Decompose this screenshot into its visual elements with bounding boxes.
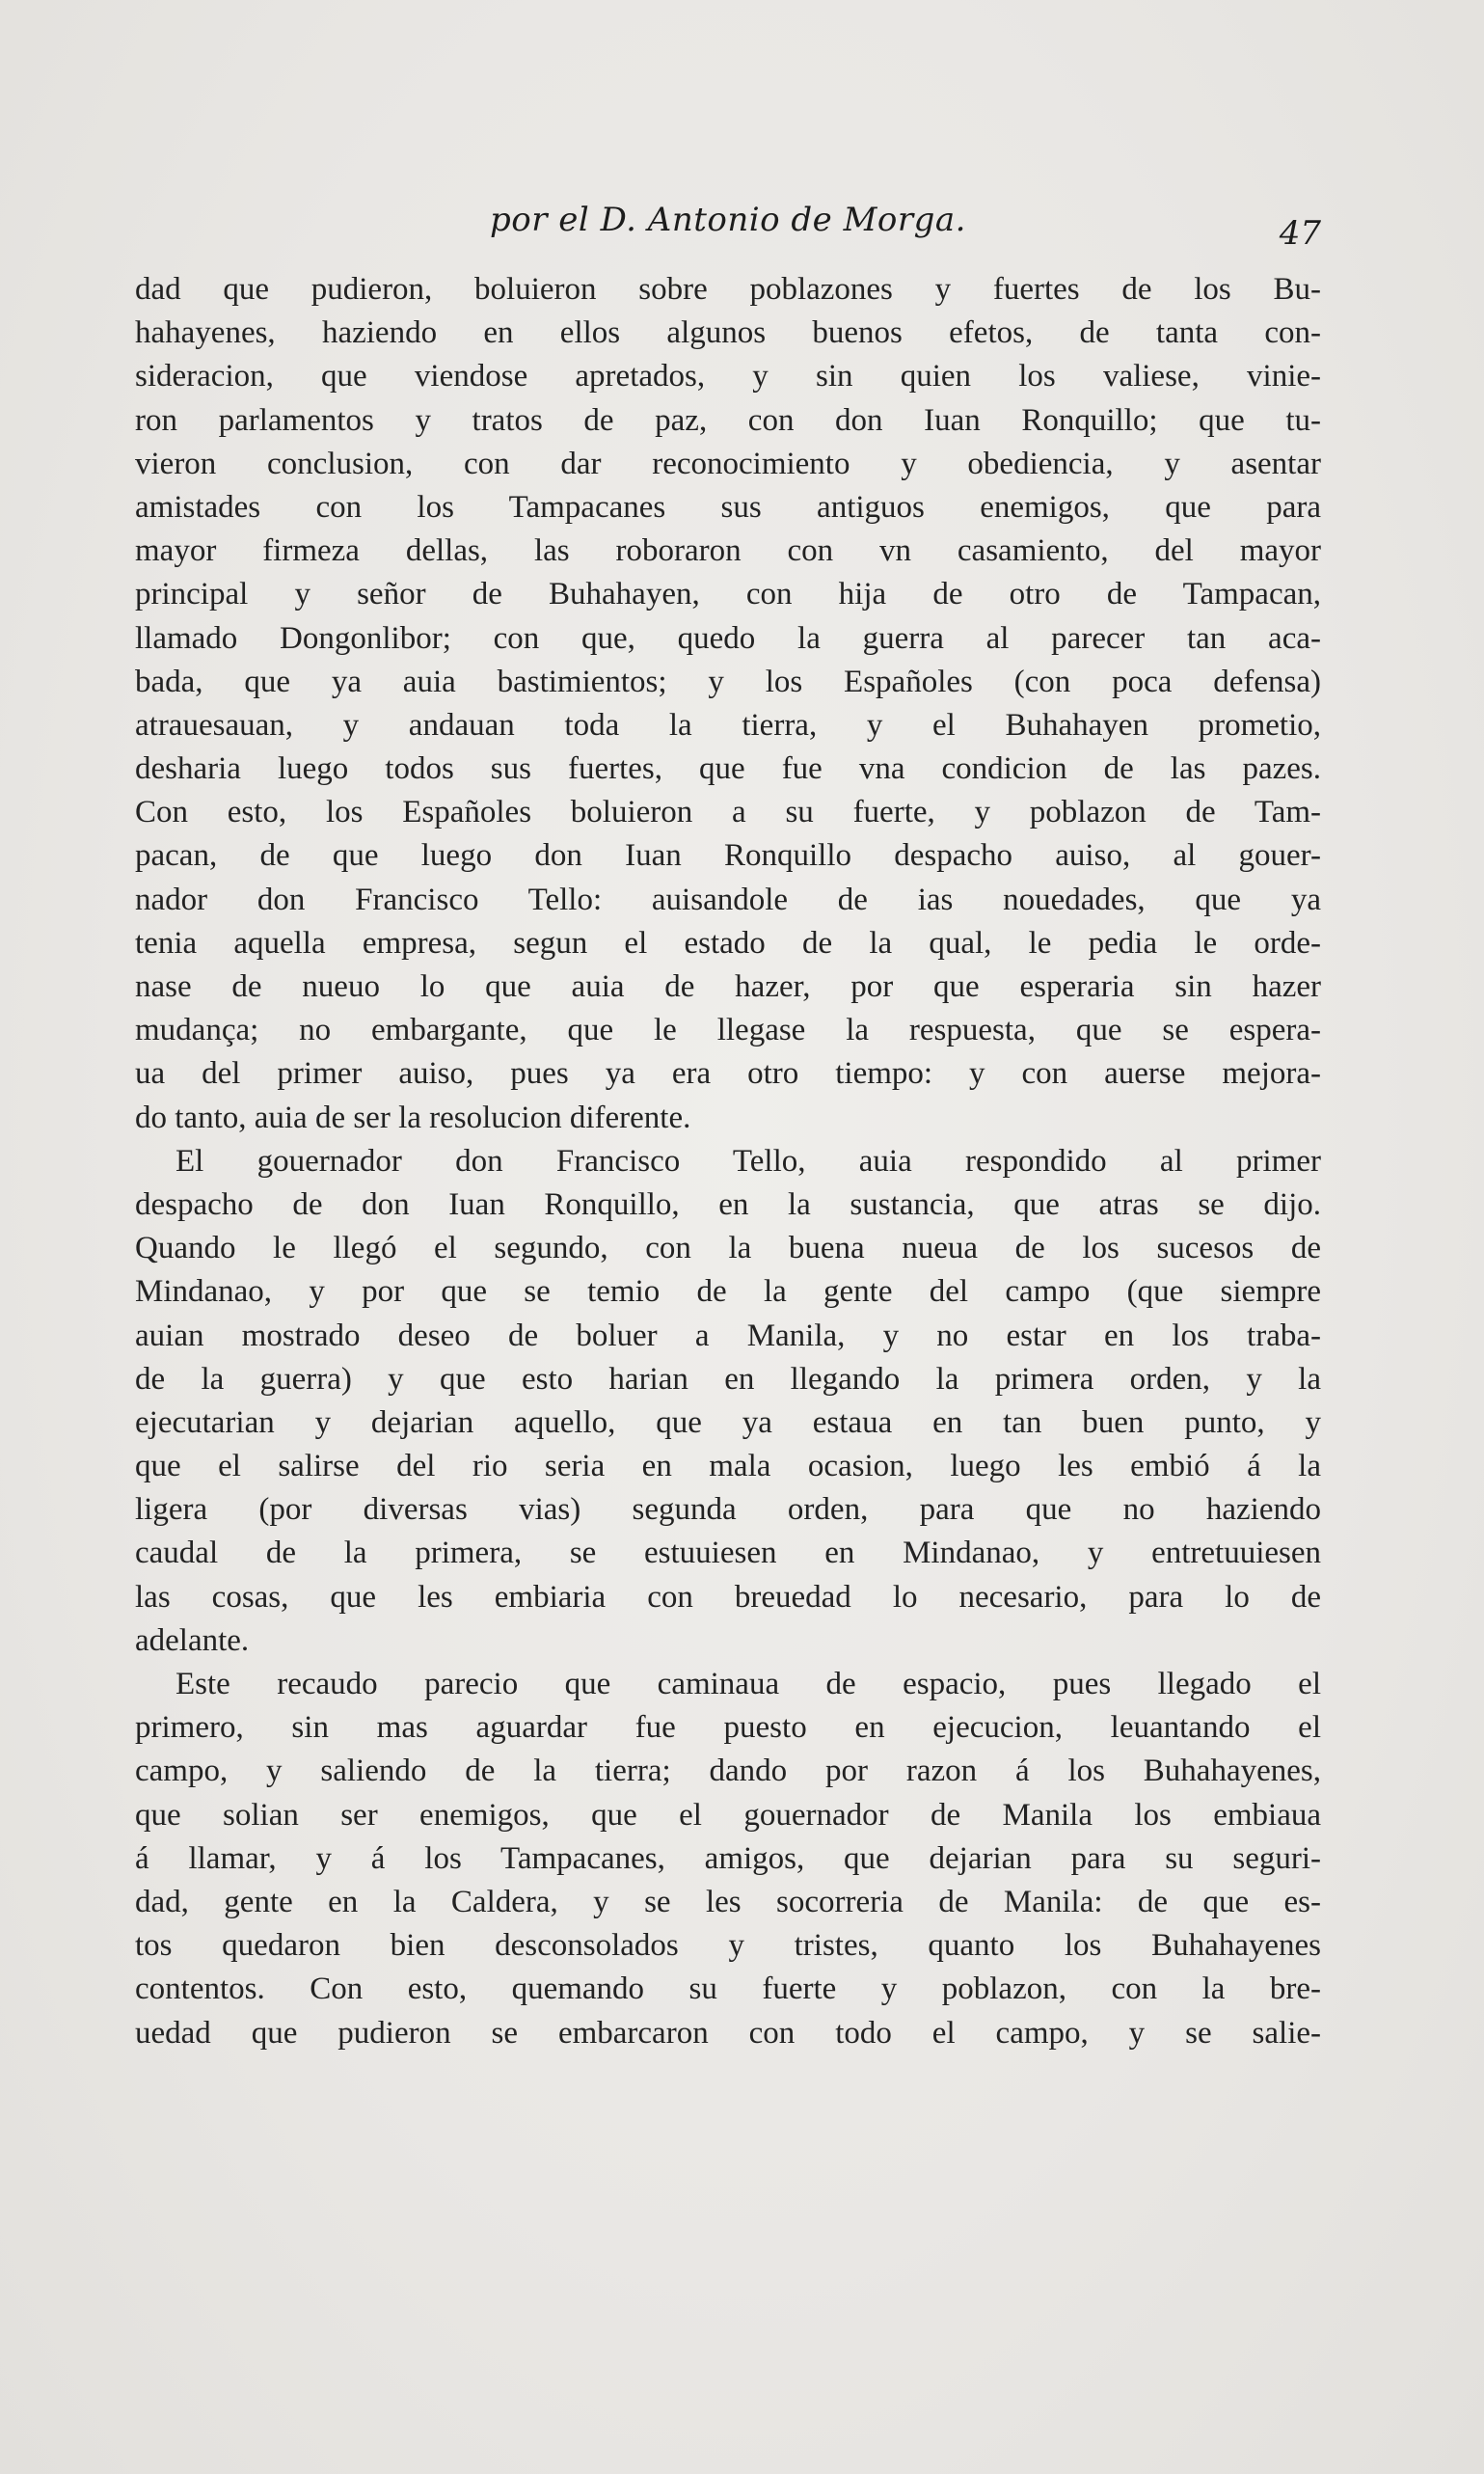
text-line: las cosas, que les embiaria con breuedad lo necesario, para lo de (135, 1579, 1321, 1615)
text-line: mudança; no embargante, que le llegase la respuesta, que se espera- (135, 1013, 1321, 1048)
text-line: Quando le llegó el segundo, con la buena nueua de los sucesos de (135, 1231, 1321, 1266)
text-line: ron parlamentos y tratos de paz, con don Iuan Ronquillo; que tu- (135, 402, 1321, 438)
text-line: tenia aquella empresa, segun el estado de la qual, le pedia le orde- (135, 925, 1321, 961)
paragraph-end-line: do tanto, auia de ser la resolucion diferente. (135, 1100, 691, 1135)
page-number: 47 (1279, 214, 1321, 253)
text-line: desharia luego todos sus fuertes, que fue vna condicion de las pazes. (135, 751, 1321, 787)
text-line: que el salirse del rio seria en mala ocasion, luego les embió á la (135, 1449, 1321, 1484)
text-line: pacan, de que luego don Iuan Ronquillo despacho auiso, al gouer- (135, 838, 1321, 874)
text-line: tos quedaron bien desconsolados y tristes, quanto los Buhahayenes (135, 1928, 1321, 1964)
text-line: ua del primer auiso, pues ya era otro tiempo: y con auerse mejora- (135, 1056, 1321, 1092)
running-title: por el D. Antonio de Morga. (490, 201, 966, 239)
text-line: mayor firmeza dellas, las roboraron con vn casamiento, del mayor (135, 533, 1321, 569)
text-line: caudal de la primera, se estuuiesen en Mindanao, y entretuuiesen (135, 1536, 1321, 1571)
text-line: que solian ser enemigos, que el gouernador de Manila los embiaua (135, 1797, 1321, 1833)
text-line: ligera (por diversas vias) segunda orden, para que no haziendo (135, 1492, 1321, 1528)
text-line: vieron conclusion, con dar reconocimiento y obediencia, y asentar (135, 446, 1321, 481)
text-line: nador don Francisco Tello: auisandole de ias nouedades, que ya (135, 882, 1321, 917)
text-line: nase de nueuo lo que auia de hazer, por que esperaria sin hazer (135, 969, 1321, 1004)
text-line: despacho de don Iuan Ronquillo, en la sustancia, que atras se dijo. (135, 1186, 1321, 1222)
text-line: dad que pudieron, boluieron sobre poblazones y fuertes de los Bu- (135, 272, 1321, 307)
text-line: llamado Dongonlibor; con que, quedo la guerra al parecer tan aca- (135, 620, 1321, 656)
text-line: auian mostrado deseo de boluer a Manila, y no estar en los traba- (135, 1318, 1321, 1353)
text-line: bada, que ya auia bastimientos; y los Españoles (con poca defensa) (135, 664, 1321, 699)
text-line: sideracion, que viendose apretados, y sin quien los valiese, vinie- (135, 359, 1321, 394)
body-text (135, 268, 1321, 2055)
text-line: Mindanao, y por que se temio de la gente del campo (que siempre (135, 1274, 1321, 1310)
text-line: primero, sin mas aguardar fue puesto en ejecucion, leuantando el (135, 1710, 1321, 1746)
text-line: á llamar, y á los Tampacanes, amigos, que dejarian para su seguri- (135, 1840, 1321, 1876)
text-line: amistades con los Tampacanes sus antiguos enemigos, que para (135, 489, 1321, 525)
paragraph-start-line: Este recaudo parecio que caminaua de espacio, pues llegado el (175, 1667, 1321, 1701)
paragraph-end-line: adelante. (135, 1622, 250, 1658)
text-line: uedad que pudieron se embarcaron con todo el campo, y se salie- (135, 2015, 1321, 2051)
text-line: atrauesauan, y andauan toda la tierra, y el Buhahayen prometio, (135, 707, 1321, 743)
paragraph-start-line: El gouernador don Francisco Tello, auia respondido al primer (175, 1143, 1321, 1179)
text-line: de la guerra) y que esto harian en llegando la primera orden, y la (135, 1361, 1321, 1397)
text-line: contentos. Con esto, quemando su fuerte y poblazon, con la bre- (135, 1971, 1321, 2007)
text-line: dad, gente en la Caldera, y se les socorreria de Manila: de que es- (135, 1884, 1321, 1919)
text-line: hahayenes, haziendo en ellos algunos buenos efetos, de tanta con- (135, 315, 1321, 351)
text-line: Con esto, los Españoles boluieron a su fuerte, y poblazon de Tam- (135, 795, 1321, 830)
page-header (135, 201, 1321, 258)
text-line: ejecutarian y dejarian aquello, que ya estaua en tan buen punto, y (135, 1404, 1321, 1440)
text-line: campo, y saliendo de la tierra; dando por razon á los Buhahayenes, (135, 1754, 1321, 1789)
text-line: principal y señor de Buhahayen, con hija de otro de Tampacan, (135, 577, 1321, 612)
